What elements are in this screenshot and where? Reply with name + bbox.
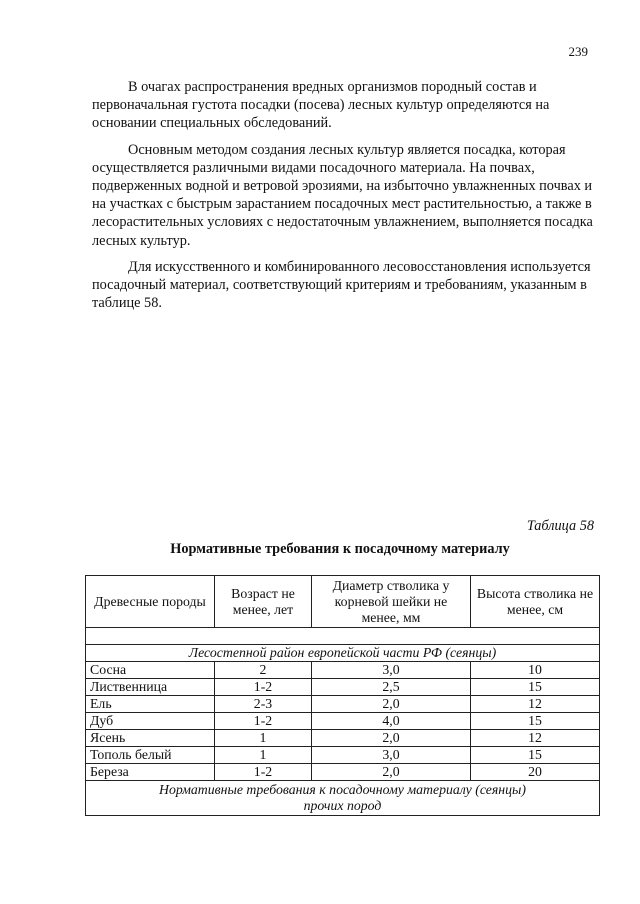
species-cell: Лиственница [86, 679, 215, 696]
section-label: Лесостепной район европейской части РФ (сеянцы) [86, 645, 600, 662]
table-row [86, 679, 600, 696]
age-cell: 1-2 [215, 713, 312, 730]
species-cell: Дуб [86, 713, 215, 730]
age-cell: 2-3 [215, 696, 312, 713]
height-cell: 12 [471, 730, 600, 747]
body-text [92, 78, 596, 320]
species-cell: Тополь белый [86, 747, 215, 764]
diameter-cell: 3,0 [312, 747, 471, 764]
diameter-cell: 3,0 [312, 662, 471, 679]
diameter-cell: 2,0 [312, 764, 471, 781]
table-row [86, 730, 600, 747]
age-cell: 2 [215, 662, 312, 679]
height-cell: 12 [471, 696, 600, 713]
age-cell: 1-2 [215, 679, 312, 696]
species-cell: Сосна [86, 662, 215, 679]
footer-cell [86, 781, 600, 816]
diameter-cell: 2,5 [312, 679, 471, 696]
species-cell: Ель [86, 696, 215, 713]
table-title: Нормативные требования к посадочному материалу [170, 541, 510, 557]
height-cell: 10 [471, 662, 600, 679]
table-caption: Таблица 58 [526, 518, 594, 534]
species-cell: Береза [86, 764, 215, 781]
norms-table [85, 575, 600, 816]
table-row [86, 662, 600, 679]
paragraph: В очагах распространения вредных организмов породный состав и первоначальная густота посадки (посева) лесных культур определяются на основании специальных обследований. [92, 79, 550, 132]
footer-line-2: прочих пород [303, 798, 382, 813]
footer-row [86, 781, 600, 816]
table-header-row [86, 576, 600, 628]
diameter-cell: 2,0 [312, 730, 471, 747]
header-diameter: Диаметр стволика у корневой шейки не менее, мм [312, 576, 471, 628]
table-row [86, 713, 600, 730]
height-cell: 20 [471, 764, 600, 781]
table-row [86, 696, 600, 713]
paragraph: Основным методом создания лесных культур является посадка, которая осуществляется различными видами посадочного материала. На почвах, подверженных водной и ветровой эрозиями, на избыточно увлажненных почвах и на участках с быстрым зарастанием посадочных мест растительностью, а также в лесорастительных условиях с недостаточным увлажнением, выполняется посадка лесных культур. [92, 141, 593, 249]
section-row [86, 645, 600, 662]
diameter-cell: 2,0 [312, 696, 471, 713]
height-cell: 15 [471, 713, 600, 730]
age-cell: 1 [215, 747, 312, 764]
diameter-cell: 4,0 [312, 713, 471, 730]
header-height: Высота стволика не менее, см [471, 576, 600, 628]
species-cell: Ясень [86, 730, 215, 747]
spacer-cell [86, 628, 600, 645]
header-age: Возраст не менее, лет [215, 576, 312, 628]
header-species: Древесные породы [86, 576, 215, 628]
age-cell: 1-2 [215, 764, 312, 781]
page-number: 239 [568, 44, 588, 59]
age-cell: 1 [215, 730, 312, 747]
height-cell: 15 [471, 679, 600, 696]
paragraph: Для искусственного и комбинированного лесовосстановления используется посадочный материал, соответствующий критериям и требованиям, указанным в таблице 58. [92, 258, 591, 312]
height-cell: 15 [471, 747, 600, 764]
footer-line-1: Нормативные требования к посадочному материалу (сеянцы) [159, 782, 526, 797]
table-row [86, 764, 600, 781]
table-row [86, 747, 600, 764]
spacer-row [86, 628, 600, 645]
